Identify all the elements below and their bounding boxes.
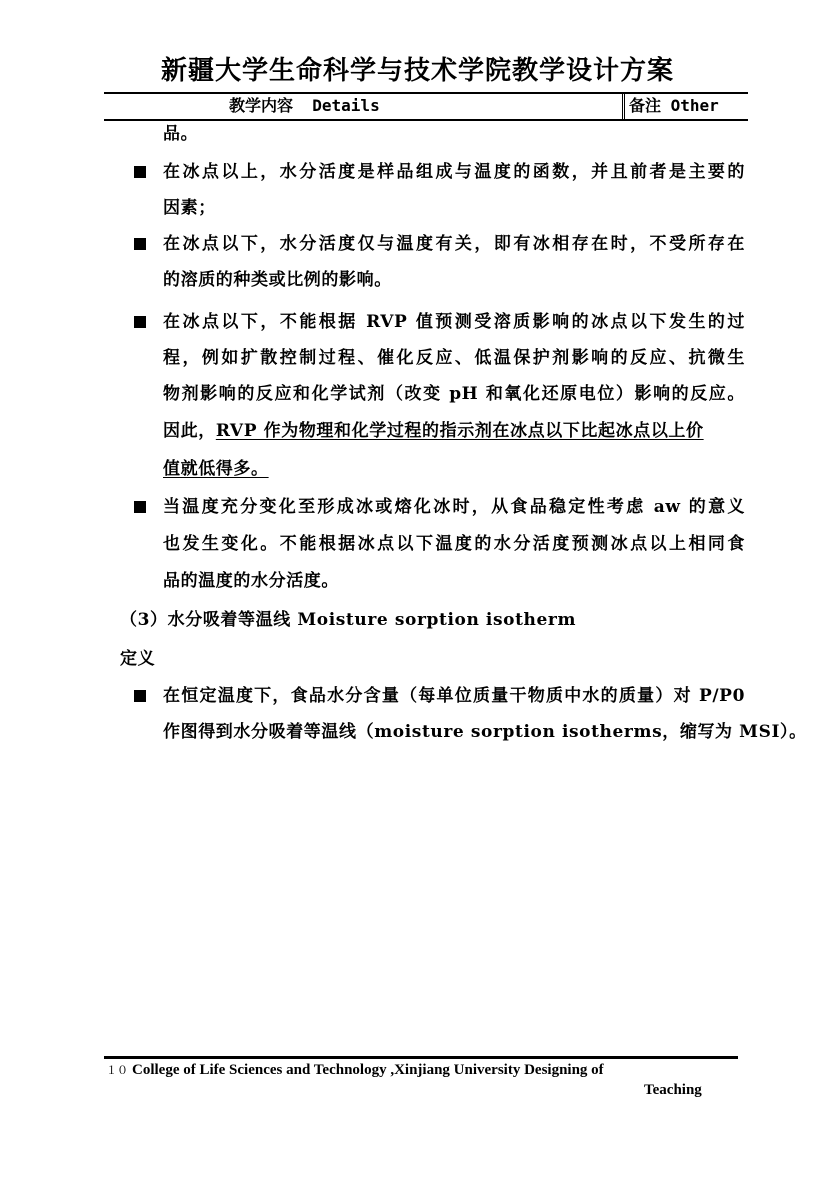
bullet-5-line-2: 作图得到水分吸着等温线（moisture sorption isotherms，缩写为 MSI）。 — [163, 722, 807, 742]
section-heading: （3）水分吸着等温线 Moisture sorption isotherm — [120, 610, 577, 630]
bullet-3-line-5 — [163, 457, 269, 481]
page-number: １０ — [106, 1064, 128, 1077]
document-title: 新疆大学生命科学与技术学院教学设计方案 — [160, 56, 674, 86]
bullet-1-line-2: 因素； — [163, 198, 216, 218]
column-divider — [624, 94, 625, 119]
other-column-header: 备注 Other — [629, 96, 719, 115]
bullet-3-line-4-prefix: 因此， — [163, 421, 216, 441]
header-top-rule — [104, 92, 748, 94]
bullet-square-icon — [134, 316, 146, 328]
bullet-4-line-1: 当温度充分变化至形成冰或熔化冰时，从食品稳定性考虑 aw 的意义 — [163, 497, 745, 517]
bullet-square-icon — [134, 690, 146, 702]
footer-rule — [104, 1056, 738, 1059]
header-bottom-rule — [104, 119, 748, 121]
bullet-4-line-2: 也发生变化。不能根据冰点以下温度的水分活度预测冰点以上相同食 — [163, 534, 745, 554]
bullet-2-line-1: 在冰点以下，水分活度仅与温度有关，即有冰相存在时，不受所存在 — [163, 234, 745, 254]
bullet-3-line-4-underlined: RVP 作为物理和化学过程的指示剂在冰点以下比起冰点以上价 — [215, 421, 704, 441]
bullet-2-line-2: 的溶质的种类或比例的影响。 — [163, 270, 392, 290]
bullet-square-icon — [134, 501, 146, 513]
footer-text-1: College of Life Sciences and Technology ,Xinjiang University Designing of — [132, 1062, 604, 1078]
bullet-1-line-1: 在冰点以上，水分活度是样品组成与温度的函数，并且前者是主要的 — [163, 162, 745, 182]
bullet-5-line-1: 在恒定温度下，食品水分含量（每单位质量干物质中水的质量）对 P/P0 — [163, 686, 745, 706]
bullet-3-line-5-underlined: 值就低得多。 — [163, 459, 269, 479]
footer-line-2: Teaching — [644, 1082, 702, 1098]
header-table — [104, 92, 748, 120]
bullet-3-line-4 — [163, 419, 704, 443]
carry-over-line: 品。 — [163, 124, 199, 144]
bullet-square-icon — [134, 238, 146, 250]
footer-line-1 — [106, 1062, 604, 1079]
bullet-3-line-1: 在冰点以下，不能根据 RVP 值预测受溶质影响的冰点以下发生的过 — [163, 312, 745, 332]
bullet-3-line-3: 物剂影响的反应和化学试剂（改变 pH 和氧化还原电位）影响的反应。 — [163, 384, 745, 404]
bullet-3-line-2: 程，例如扩散控制过程、催化反应、低温保护剂影响的反应、抗微生 — [163, 348, 745, 368]
bullet-4-line-3: 品的温度的水分活度。 — [163, 571, 339, 591]
definition-label: 定义 — [120, 649, 156, 669]
column-divider — [622, 94, 623, 119]
bullet-square-icon — [134, 166, 146, 178]
details-column-header: 教学内容 Details — [229, 96, 380, 115]
